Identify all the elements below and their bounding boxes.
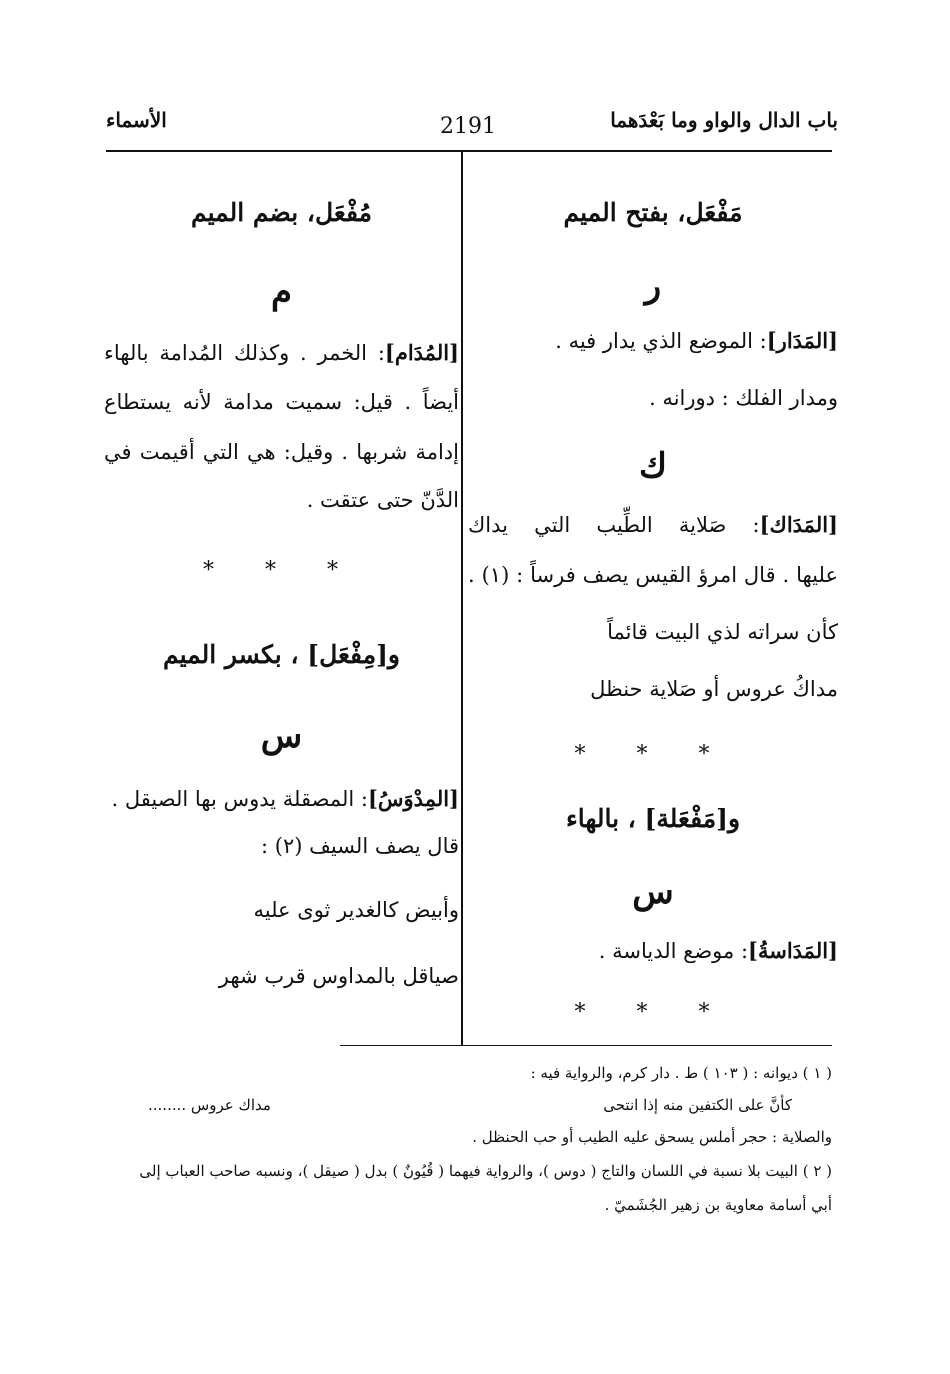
header-rule	[106, 150, 832, 152]
right-heading2-open: و[	[716, 804, 741, 833]
right-verse-2: مداكُ عروس أو صَلاية حنظل	[590, 677, 838, 701]
entry-madar	[555, 328, 838, 354]
left-verse-1: وأبيض كالغدير ثوى عليه	[253, 898, 459, 922]
entry-mudam-term: [المُدَام]	[384, 340, 459, 365]
entry-midwas	[112, 786, 459, 812]
right-heading-maf3ala	[468, 804, 838, 834]
entry-madak-line2: عليها . قال امرؤ القيس يصف فرساً : (١) .	[468, 563, 838, 587]
entry-midwas-definition: : المصقلة يدوس بها الصيقل .	[111, 787, 368, 811]
footnote-2-line2: أبي أسامة معاوية بن زهير الجُشَميّ .	[604, 1196, 832, 1214]
entry-madasa-term: [المَدَاسةُ]	[748, 938, 838, 963]
right-heading2-term: مَفْعَلة	[656, 804, 717, 833]
entry-madar-definition: : الموضع الذي يدار فيه .	[555, 329, 767, 353]
footnote-1-line3: والصلاية : حجر أملس يسحق عليه الطيب أو حب الحنظل .	[472, 1128, 832, 1146]
entry-midwas-line2: قال يصف السيف (٢) :	[261, 834, 459, 858]
entry-mudam-line4: الدَّنّ حتى عتقت .	[306, 488, 459, 512]
right-heading2-close: ] ، بالهاء	[565, 804, 657, 833]
footnote-1-line1: ( ١ ) ديوانه : ( ١٠٣ ) ط . دار كرم، والرواية فيه :	[530, 1064, 832, 1082]
right-verse-1: كأن سراته لذي البيت قائماً	[607, 620, 838, 644]
left-letter-s: س	[260, 716, 303, 756]
running-header-section: الأسماء	[106, 108, 167, 132]
entry-midwas-term: [المِدْوَسُ]	[367, 786, 459, 811]
column-divider	[461, 150, 463, 1045]
entry-mudam-definition: : الخمر . وكذلك المُدامة بالهاء	[104, 341, 385, 365]
left-heading-muf3al: مُفْعَل، بضم الميم	[191, 198, 372, 227]
right-letter-r: ر	[644, 266, 662, 306]
left-letter-m: م	[270, 272, 293, 312]
page-number: 2191	[440, 114, 496, 139]
entry-mudam-line3: إدامة شربها . وقيل: هي التي أقيمت في	[104, 440, 459, 464]
entry-madar-term: [المَدَار]	[766, 328, 838, 353]
footnote-2-line1: ( ٢ ) البيت بلا نسبة في اللسان والتاج ( دوس )، والرواية فيهما ( قُيُونٌ ) بدل ( صيقل )، ونسبه صاحب العباب إلى	[139, 1162, 832, 1180]
footnote-rule	[340, 1045, 832, 1046]
entry-madak-term: [المَدَاك]	[759, 512, 838, 537]
right-stars-separator-1: * * *	[574, 742, 732, 767]
left-heading-mif3al	[104, 640, 459, 670]
left-heading2-close: ] ، بكسر الميم	[162, 640, 320, 669]
entry-madak	[468, 512, 838, 538]
right-heading-maf3al: مَفْعَل، بفتح الميم	[563, 198, 743, 227]
footnote-1-verse-b: مداك عروس ........	[148, 1096, 271, 1114]
left-heading2-open: و[	[376, 640, 400, 669]
entry-madak-definition: : صَلاية الطِّيب التي يداك	[468, 513, 760, 537]
right-letter-k: ك	[638, 446, 668, 486]
running-header-chapter: باب الدال والواو وما بَعْدَهما	[610, 108, 838, 132]
footnote-1-verse-a: كأنَّ على الكتفين منه إذا انتحى	[603, 1096, 792, 1114]
entry-madar-line2: ومدار الفلك : دورانه .	[649, 386, 838, 410]
entry-mudam	[104, 340, 459, 366]
entry-mudam-line2: أيضاً . قيل: سميت مدامة لأنه يستطاع	[104, 390, 459, 414]
entry-madasa	[599, 938, 838, 964]
left-heading2-term: مِفْعَل	[319, 640, 377, 669]
left-stars-separator: * * *	[203, 558, 360, 583]
left-verse-2: صياقل بالمداوس قرب شهر	[218, 964, 459, 988]
right-stars-separator-2: * * *	[574, 1000, 732, 1025]
right-letter-s: س	[632, 872, 674, 912]
entry-madasa-definition: : موضع الدياسة .	[598, 939, 749, 963]
